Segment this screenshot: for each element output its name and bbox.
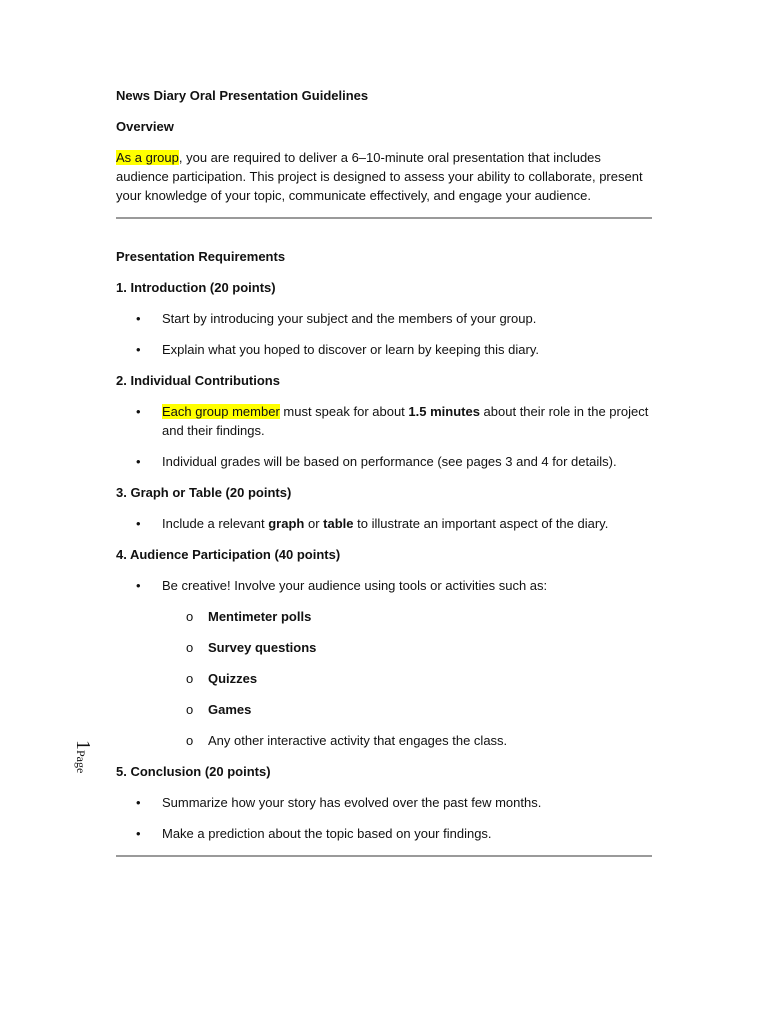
sub-bullet-marker: o xyxy=(186,671,194,686)
list-item xyxy=(116,576,656,595)
sub-bullet-marker: o xyxy=(186,733,194,748)
overview-paragraph xyxy=(116,148,656,205)
list-item-text: Make a prediction about the topic based on your findings. xyxy=(162,826,492,841)
bullet-marker: • xyxy=(136,578,141,593)
list-item-text: Include a relevant xyxy=(162,516,269,531)
bold-text: table xyxy=(323,516,354,531)
section-divider xyxy=(116,855,652,857)
bullet-marker: • xyxy=(136,311,141,326)
list-item xyxy=(116,514,656,533)
sub-bullet-marker: o xyxy=(186,702,194,717)
list-item xyxy=(116,793,656,812)
page-label: Page xyxy=(74,750,88,774)
bold-text: 1.5 minutes xyxy=(408,404,480,419)
bullet-marker: • xyxy=(136,454,141,469)
list-item-text: to illustrate an important aspect of the diary. xyxy=(353,516,609,531)
sub-list-item xyxy=(116,638,656,657)
list-item xyxy=(116,452,656,471)
sub-bullet-marker: o xyxy=(186,609,194,624)
bullet-marker: • xyxy=(136,342,141,357)
sub-list-item xyxy=(116,607,656,626)
document-title: News Diary Oral Presentation Guidelines xyxy=(116,88,369,103)
list-item-text: must speak for about xyxy=(279,404,409,419)
sub-list-item-text: Any other interactive activity that engages the class. xyxy=(208,733,508,748)
highlighted-text: As a group xyxy=(116,150,179,165)
list-item xyxy=(116,340,656,359)
list-item xyxy=(116,824,656,843)
sub-list-item-text: Mentimeter polls xyxy=(208,609,312,624)
section-heading-graph-or-table: 3. Graph or Table (20 points) xyxy=(116,485,292,500)
bold-text: graph xyxy=(268,516,305,531)
bullet-marker: • xyxy=(136,516,141,531)
sub-list-item-text: Games xyxy=(208,702,252,717)
sub-list-item-text: Quizzes xyxy=(208,671,258,686)
page-number-footer xyxy=(48,740,94,780)
list-item-text: Summarize how your story has evolved over the past few months. xyxy=(162,795,542,810)
sub-list-item xyxy=(116,731,656,750)
list-item xyxy=(116,402,656,440)
list-item-text: Start by introducing your subject and the members of your group. xyxy=(162,311,537,326)
overview-text: , you are required to deliver a 6–10-minute oral presentation that includes audience participation. This project is designed to assess your ability to collaborate, present your knowledge of your topic, communicate effectively, and engage your audience. xyxy=(116,150,643,203)
list-item-text: Individual grades will be based on performance (see pages 3 and 4 for details). xyxy=(162,454,617,469)
list-item xyxy=(116,309,656,328)
list-item-text: Be creative! Involve your audience using tools or activities such as: xyxy=(162,578,548,593)
overview-heading: Overview xyxy=(116,119,174,134)
section-heading-conclusion: 5. Conclusion (20 points) xyxy=(116,764,271,779)
sub-list-item xyxy=(116,669,656,688)
bullet-marker: • xyxy=(136,404,141,419)
bullet-marker: • xyxy=(136,795,141,810)
list-item-text: or xyxy=(304,516,324,531)
sub-list-item-text: Survey questions xyxy=(208,640,317,655)
section-divider xyxy=(116,217,652,219)
sub-bullet-marker: o xyxy=(186,640,194,655)
section-heading-audience-participation: 4. Audience Participation (40 points) xyxy=(116,547,341,562)
bullet-marker: • xyxy=(136,826,141,841)
list-item-text: Explain what you hoped to discover or learn by keeping this diary. xyxy=(162,342,539,357)
page-number: 1 xyxy=(72,740,94,750)
list-item-text: about their role in the project and their findings. xyxy=(162,404,649,438)
requirements-heading: Presentation Requirements xyxy=(116,249,286,264)
sub-list-item xyxy=(116,700,656,719)
highlighted-text: Each group member xyxy=(162,404,280,419)
section-heading-introduction: 1. Introduction (20 points) xyxy=(116,280,276,295)
document-body xyxy=(116,86,656,857)
section-heading-individual-contributions: 2. Individual Contributions xyxy=(116,373,280,388)
